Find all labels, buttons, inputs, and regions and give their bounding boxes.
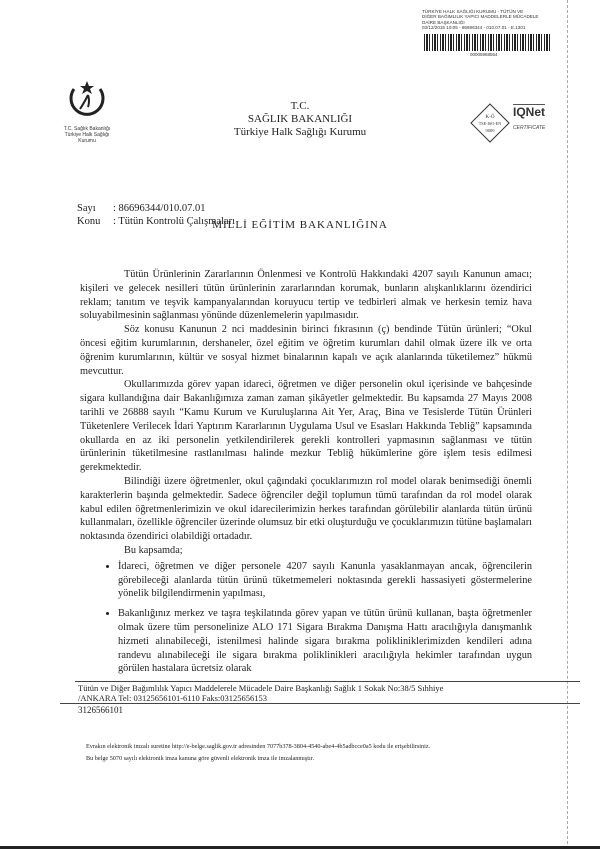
- iqnet-subtitle: CERTIFICATE: [513, 125, 546, 131]
- paragraph: Söz konusu Kanunun 2 nci maddesinin birinci fıkrasının (ç) bendinde Tütün ürünleri; “Okul öncesi eğitim kurumlarının, dershaneler, özel eğitim ve öğretim kurumları dahil olmak üzere ilk ve orta öğrenim kurumlarının, kültür ve sosyal hizmet binalarının kapalı ve açık alanlarında tüketilemez” hükmü mevcuttur.: [80, 324, 532, 377]
- konu-value: Tütün Kontrolü Çalışmaları: [118, 216, 236, 227]
- sayi-value: 86696344/010.07.01: [118, 203, 206, 214]
- ministry-logo: [52, 75, 122, 144]
- paragraph: Bu kapsamda;: [124, 544, 183, 556]
- document-stamp: [422, 9, 572, 31]
- footer-address: [78, 683, 443, 703]
- logo-text: Kurumu: [78, 138, 96, 144]
- paragraph: Bilindiği üzere öğretmenler, okul çağındaki çocuklarımızın rol model olarak benimsediği önemli karakterlerin başında gelmektedir. Sadece öğrenciler değil toplumun tümü tarafından da rol model olarak kabul edilen öğretmenlerimizin ve okul idarecilerimizin herkes tarafından görülebilir alanlarda tütün ürünü kullanmaları, özellikle öğrenciler üzerinde olumsuz bir etki oluşturduğu ve çocuklarımızın tütüne başlamaları noktasında özendirici olabildiği ortadadır.: [80, 475, 532, 543]
- tse-text: TSE-ISO-EN: [478, 121, 502, 126]
- letterhead-institution: Türkiye Halk Sağlığı Kurumu: [233, 126, 367, 138]
- konu-label: Konu: [77, 216, 101, 227]
- list-item: • İdareci, öğretmen ve diğer personele 4207 sayılı Kanunla yasaklanmayan ancak, öğrencilerin görebileceği alanlarda tütün ürünü tüketmemeleri noktasında gerekli hassasiyeti göstermelerine yönelik bilgilendirmenin yapılması,: [118, 560, 532, 601]
- letterhead-tc: T.C.: [290, 100, 310, 112]
- letterhead-ministry: SAĞLIK BAKANLIĞI: [247, 113, 353, 125]
- letterhead: [200, 100, 400, 139]
- bullet-list: [80, 560, 532, 676]
- tse-text: 9000: [485, 128, 495, 133]
- document-meta: Sayı : 86696344/010.07.01 Konu : Tütün Kontrolü Çalışmaları: [77, 203, 236, 227]
- tse-certificate-icon: [470, 103, 510, 143]
- e-signature-line: Evrakın elektronik imzalı suretine http://e-belge.saglik.gov.tr adresinden 7077b378-3804-4540-abe4-4b5adbcce0a5 kodu ile erişebilirsiniz.: [86, 743, 431, 750]
- stamp-line: TÜRKİYE HALK SAĞLIĞI KURUMU - TÜTÜN VE: [422, 9, 524, 14]
- iqnet-certificate: [513, 104, 545, 131]
- scan-artifact-line: [567, 0, 569, 849]
- addressee: MİLLİ EĞİTİM BAKANLIĞINA: [212, 219, 388, 231]
- list-item: • Bakanlığınız merkez ve taşra teşkilatında görev yapan ve tütün ürünü kullanan, başta öğretmenler olmak üzere tüm personelinize ALO 171 Sigara Bırakma Danışma Hattı aracılığıyla danışmanlık hizmeti alınabileceği, istenilmesi halinde sigara bırakma polikliniklerimizden kendileri adına randevu alınabileceği ile sigara bırakma poliklinikleri aracılığıyla hekimler tarafından uygun görülen hastalara ücretsiz olarak: [118, 607, 532, 676]
- footer-phone: 3126566101: [78, 705, 123, 715]
- stamp-line: DİĞER BAĞIMLILIK YAPICI MADDELERLE MÜCADELE: [422, 14, 539, 20]
- logo-text: Türkiye Halk Sağlığı: [64, 132, 110, 138]
- paragraph: Tütün Ürünlerinin Zararlarının Önlenmesi ve Kontrolü Hakkındaki 4207 sayılı Kanunun amacı; kişileri ve gelecek nesilleri tütün ürünlerinin zararlarından korumak, bunların alışkanlıklarını özendirici reklam; tanıtım ve teşvik kampanyalarından koruyucu tertip ve tedbirleri almak ve herkesin temiz hava soluyabilmesinin sağlanması yönünde düzenlemelerin yapılmasıdır.: [80, 269, 532, 322]
- footer-address-line: Tütün ve Diğer Bağımlılık Yapıcı Maddelerele Mücadele Daire Başkanlığı Sağlık 1 Sokak No:38/5 Sıhhiye: [78, 683, 444, 693]
- e-signature-line: Bu belge 5070 sayılı elektronik imza kanuna göre güvenli elektronik imza ile imzalanmıştır.: [86, 755, 315, 762]
- footer-divider: [75, 681, 580, 682]
- stamp-line: 03/12/2015 10:05 - 86696344 - 010.07.01 - E.1301: [422, 25, 526, 31]
- paragraph: Okullarımızda görev yapan idareci, öğretmen ve diğer personelin okul içerisinde ve bahçesinde sigara kullandığına dair Bakanlığımıza zaman zaman şikâyetler gelmektedir. Bu kapsamda 27 Mayıs 2008 tarihli ve 26888 sayılı “Kamu Kurum ve Kuruluşlarına Ait Yer, Araç, Bina ve Tesislerde Tütün Ürünleri Tüketenlere Verilecek İdari Yaptırım Kararlarının Uygulama Usul ve Esasları Hakkında Tebliğ” kapsamında okullarda en az iki personelin yetkilendirilerek gerekli kontrolleri yapmasının sağlanması ve tütün ürünlerinin tüketilmesine rastlanılması halinde mezkur Tebliğ hükümlerine göre işlem tesis edilmesi gerekmektedir.: [80, 379, 532, 474]
- stamp-line: DAİRE BAŞKANLIĞI: [422, 19, 465, 25]
- barcode-number: 00005968564: [470, 52, 498, 57]
- sayi-label: Sayı: [77, 203, 96, 214]
- footer-contact-line: /ANKARA Tel: 03125656101-6110 Faks:03125656153: [78, 693, 268, 703]
- tse-text: K-Ö: [485, 115, 495, 120]
- e-signature-note: [86, 741, 430, 765]
- iqnet-logo: IQNet: [513, 105, 546, 119]
- letter-body: [80, 268, 532, 682]
- barcode: [424, 34, 552, 51]
- logo-text: T.C. Sağlık Bakanlığı: [63, 126, 111, 132]
- ministry-emblem-icon: [64, 75, 110, 121]
- footer-divider: [60, 703, 580, 704]
